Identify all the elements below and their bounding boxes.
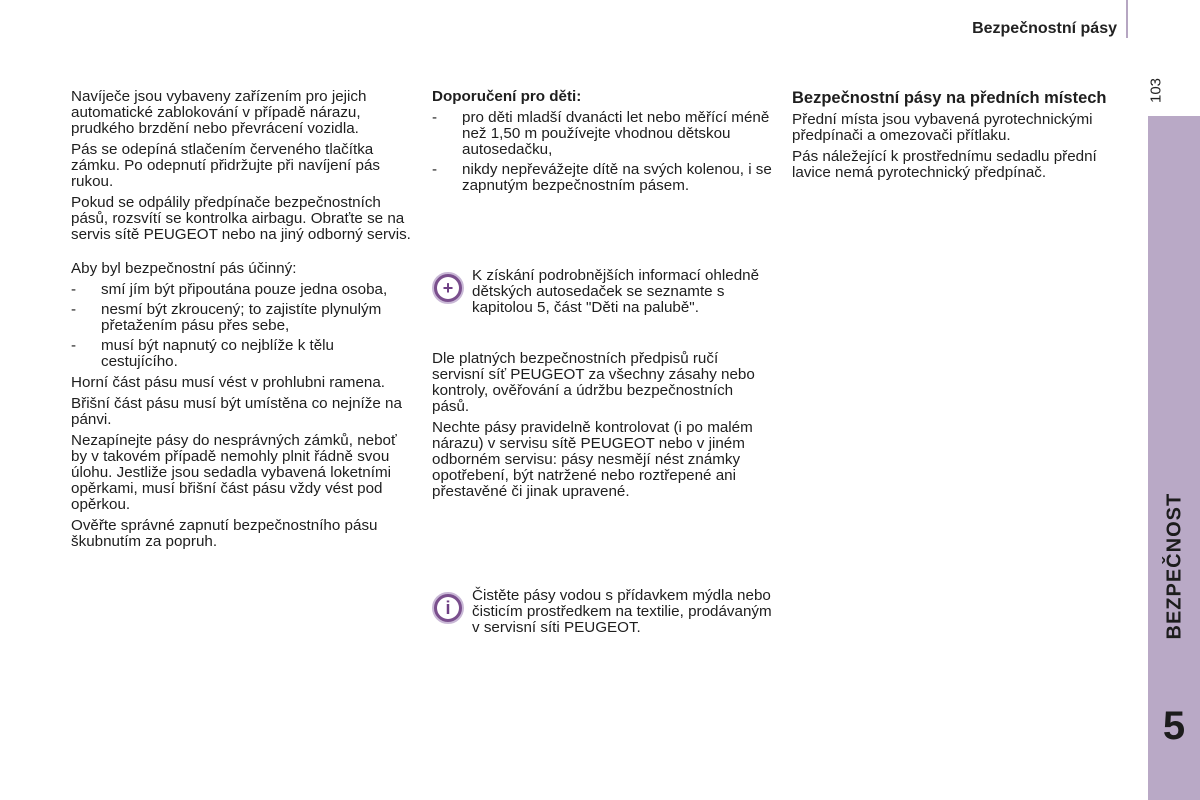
belt-effectiveness-list [71, 282, 411, 370]
paragraph: Přední místa jsou vybavená pyrotechnickými předpínači a omezovači přítlaku. [792, 111, 1093, 144]
info-glyph: i [437, 597, 459, 619]
note-text: Čistěte pásy vodou s přídavkem mýdla nebo čisticím prostředkem na textilie, prodávaným v servisní síti PEUGEOT. [472, 587, 772, 636]
note-text: K získání podrobnějších informací ohledně dětských autosedaček se seznamte s kapitolou 5, část "Děti na palubě". [472, 267, 760, 316]
page-number: 103 [1147, 77, 1165, 104]
children-recommendations-list [432, 110, 772, 194]
chapter-number: 5 [1162, 704, 1186, 748]
list-item-text: pro děti mladší dvanácti let nebo měřící méně než 1,50 m používejte vhodnou dětskou autosedačku, [462, 109, 770, 158]
list-item-text: musí být napnutý co nejblíže k tělu cestujícího. [101, 337, 335, 370]
list-dash: - [432, 161, 438, 178]
paragraph: Aby byl bezpečnostní pás účinný: [71, 260, 297, 277]
column-middle-lower [432, 351, 772, 505]
paragraph: Nezapínejte pásy do nesprávných zámků, neboť by v takovém případě nemohly plnit řádně svou úlohu. Jestliže jsou sedadla vybavená loketními opěrkami, musí břišní část pásu vždy vést pod opěrkou. [71, 432, 397, 513]
plus-glyph: + [437, 277, 459, 299]
paragraph: Horní část pásu musí vést v prohlubni ramena. [71, 374, 386, 391]
paragraph: Pás náležející k prostřednímu sedadlu přední lavice nemá pyrotechnický předpínač. [792, 148, 1097, 181]
paragraph: Pokud se odpálily předpínače bezpečnostních pásů, rozsvítí se kontrolka airbagu. Obraťte se na servis sítě PEUGEOT nebo na jiný odborný servis. [71, 194, 411, 243]
paragraph: Břišní část pásu musí být umístěna co nejníže na pánvi. [71, 395, 402, 428]
list-dash: - [71, 301, 77, 318]
list-item-text: smí jím být připoutána pouze jedna osoba, [101, 281, 388, 298]
list-item-text: nikdy nepřevážejte dítě na svých kolenou, i se zapnutým bezpečnostním pásem. [462, 161, 772, 194]
list-item-text: nesmí být zkroucený; to zajistíte plynulým přetažením pásu přes sebe, [101, 301, 382, 334]
plus-icon [432, 272, 464, 304]
list-dash: - [71, 337, 77, 354]
list-item [432, 110, 772, 158]
column-middle [432, 89, 772, 199]
paragraph: Ověřte správné zapnutí bezpečnostního pásu škubnutím za popruh. [71, 517, 378, 550]
chapter-tab-label [1164, 580, 1187, 640]
list-item [71, 282, 411, 298]
note-info [432, 588, 772, 636]
chapter-side-tab [1148, 116, 1200, 800]
list-item [71, 302, 411, 334]
list-dash: - [71, 281, 77, 298]
column-left [71, 89, 411, 555]
list-item [432, 162, 772, 194]
note-more-info [432, 268, 772, 316]
section-heading: Doporučení pro děti: [432, 88, 582, 105]
header-divider [1126, 0, 1128, 38]
list-item [71, 338, 411, 370]
paragraph: Dle platných bezpečnostních předpisů ručí servisní síť PEUGEOT za všechny zásahy nebo kontroly, ověřování a údržbu bezpečnostních pásů. [432, 350, 755, 415]
section-heading: Bezpečnostní pásy na předních místech [792, 89, 1107, 107]
running-header-title: Bezpečnostní pásy [972, 20, 1117, 37]
paragraph: Navíječe jsou vybaveny zařízením pro jejich automatické zablokování v případě nárazu, prudkého brzdění nebo převrácení vozidla. [71, 88, 367, 137]
column-right [792, 89, 1132, 186]
paragraph: Pás se odepíná stlačením červeného tlačítka zámku. Po odepnutí přidržujte při navíjení pás rukou. [71, 141, 380, 190]
info-icon [432, 592, 464, 624]
list-dash: - [432, 109, 438, 126]
paragraph: Nechte pásy pravidelně kontrolovat (i po malém nárazu) v servisu sítě PEUGEOT nebo v jiném odborném servisu: pásy nesmějí nést známky opotřebení, být natržené nebo roztřepené ani přestavěné či jinak upravené. [432, 419, 753, 500]
